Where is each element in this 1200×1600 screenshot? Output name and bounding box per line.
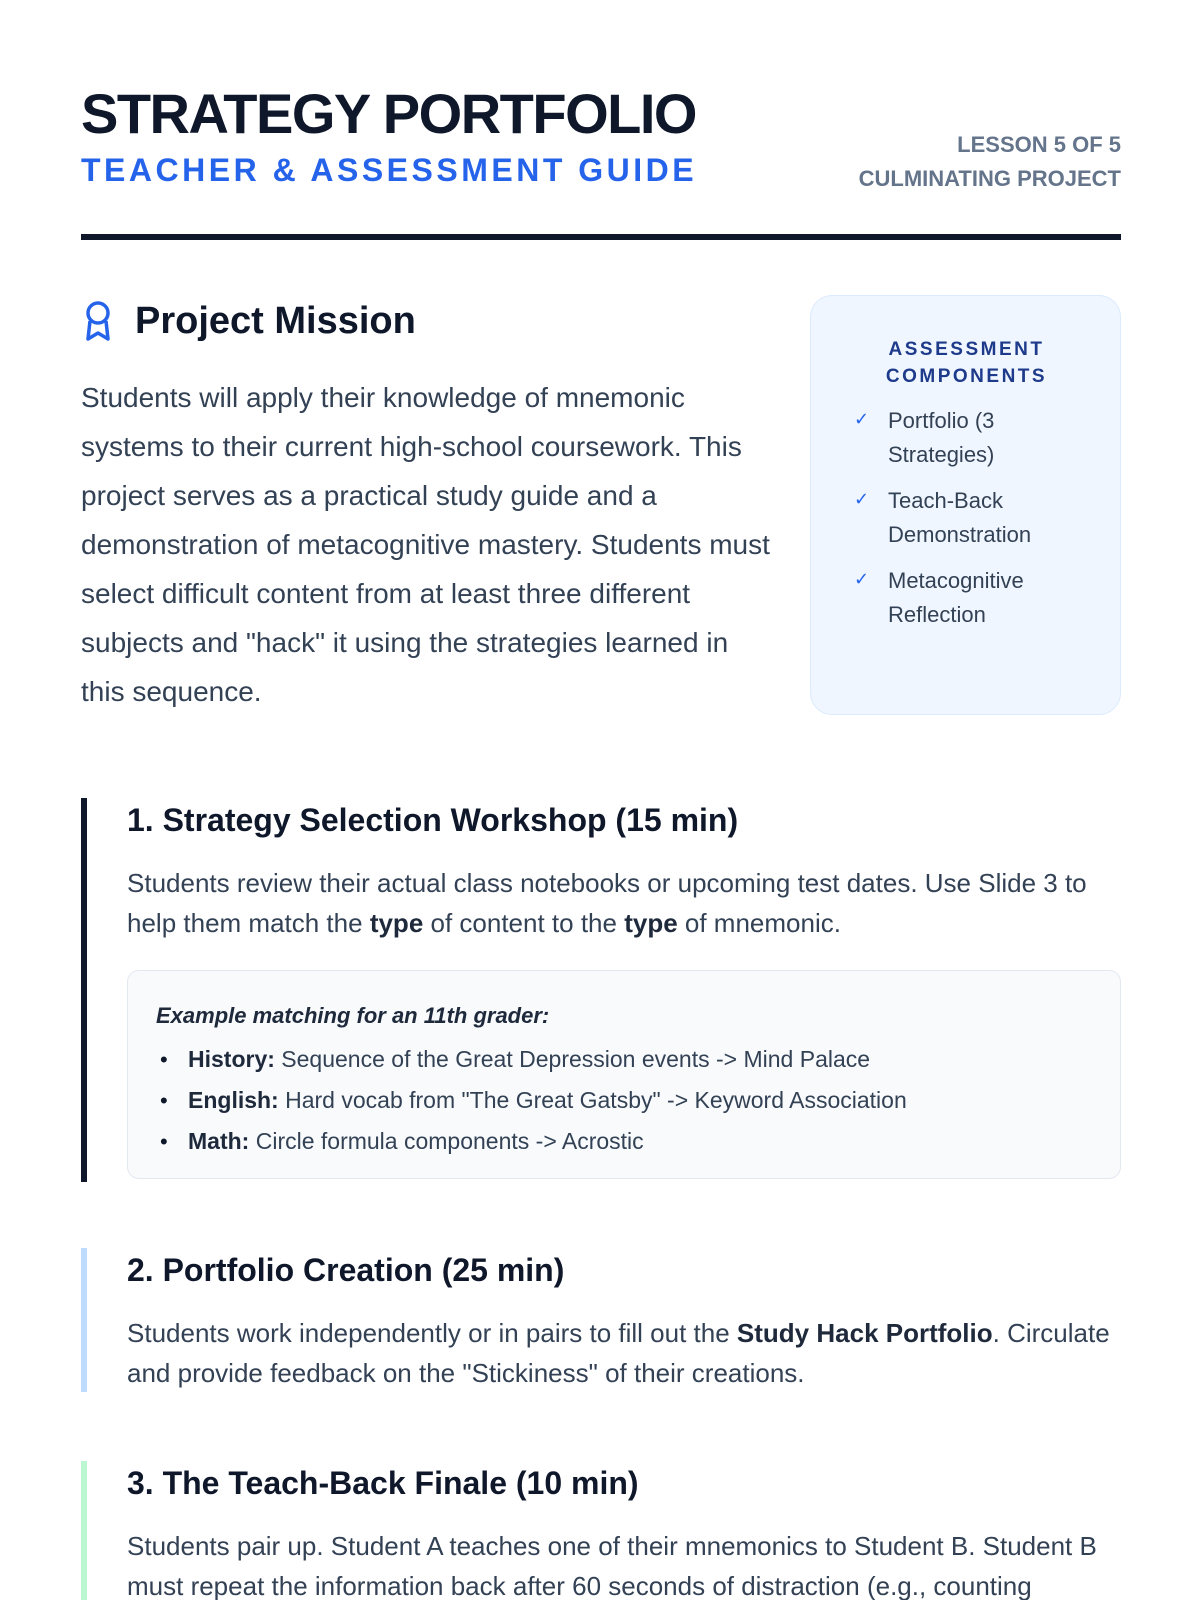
lesson-number: LESSON 5 OF 5 [957, 132, 1121, 157]
example-detail: Sequence of the Great Depression events -> Mind Palace [274, 1046, 871, 1072]
assessment-item [854, 564, 1094, 632]
example-subject: Math: [188, 1128, 250, 1154]
section-portfolio-creation [81, 1248, 1121, 1392]
text-run: Students work independently or in pairs to fill out the [127, 1318, 737, 1348]
list-item [160, 1121, 907, 1162]
ribbon-award-icon [81, 300, 115, 342]
section-text [127, 863, 1121, 943]
section-accent-bar [81, 1461, 87, 1600]
section-title: 3. The Teach-Back Finale (10 min) [127, 1465, 639, 1501]
mission-title: Project Mission [135, 299, 416, 342]
text-run: Students review their actual class notebooks or upcoming test dates. Use Slide 3 to help them match the [127, 868, 1087, 938]
mission-heading [81, 296, 416, 346]
section-title: 2. Portfolio Creation (25 min) [127, 1252, 565, 1288]
section-teach-back [81, 1461, 1121, 1600]
lesson-type: CULMINATING PROJECT [858, 166, 1121, 191]
text-bold: type [624, 908, 678, 938]
section-strategy-selection [81, 798, 1121, 1182]
assessment-item [854, 404, 1094, 472]
list-item [160, 1039, 907, 1080]
list-item [160, 1080, 907, 1121]
header-divider [81, 234, 1121, 240]
lesson-info [859, 128, 1121, 196]
page-header [81, 84, 1121, 244]
assessment-components-card [810, 295, 1121, 715]
section-title: 1. Strategy Selection Workshop (15 min) [127, 802, 739, 838]
example-box [127, 970, 1121, 1179]
assessment-list [854, 404, 1094, 644]
assessment-title: ASSESSMENT COMPONENTS [885, 339, 1048, 387]
example-detail: Circle formula components -> Acrostic [249, 1128, 644, 1154]
example-subject: English: [188, 1087, 279, 1113]
page-subtitle: TEACHER & ASSESSMENT GUIDE [81, 152, 698, 188]
section-accent-bar [81, 1248, 87, 1392]
example-detail: Hard vocab from "The Great Gatsby" -> Keyword Association [278, 1087, 907, 1113]
check-icon: ✓ [854, 409, 870, 429]
example-heading: Example matching for an 11th grader: [156, 1003, 550, 1028]
text-run: . Circulate and provide feedback on the "Stickiness" of their creations. [127, 1318, 1110, 1388]
example-list [160, 1039, 907, 1162]
check-icon: ✓ [854, 489, 870, 509]
section-accent-bar [81, 798, 87, 1182]
text-run: of content to the [423, 908, 625, 938]
assessment-item [854, 484, 1094, 552]
section-text [127, 1313, 1121, 1393]
section-text: Students pair up. Student A teaches one of their mnemonics to Student B. Student B must repeat the information back after 60 seconds of distraction (e.g., counting [127, 1531, 1097, 1600]
text-bold: type [369, 908, 424, 938]
check-icon: ✓ [854, 569, 870, 589]
text-run: of mnemonic. [677, 908, 841, 938]
text-bold: Study Hack Portfolio [736, 1318, 993, 1348]
mission-text: Students will apply their knowledge of mnemonic systems to their current high-school coursework. This project serves as a practical study guide and a demonstration of metacognitive mastery. Students must select difficult content from at least three different subjects and "hack" it using the strategies learned in this sequence. [81, 382, 770, 707]
page-title: STRATEGY PORTFOLIO [81, 82, 696, 145]
example-subject: History: [188, 1046, 275, 1072]
assessment-item-label: Teach-Back Demonstration [888, 488, 1032, 547]
assessment-item-label: Metacognitive Reflection [888, 568, 1024, 627]
assessment-item-label: Portfolio (3 Strategies) [888, 408, 995, 467]
